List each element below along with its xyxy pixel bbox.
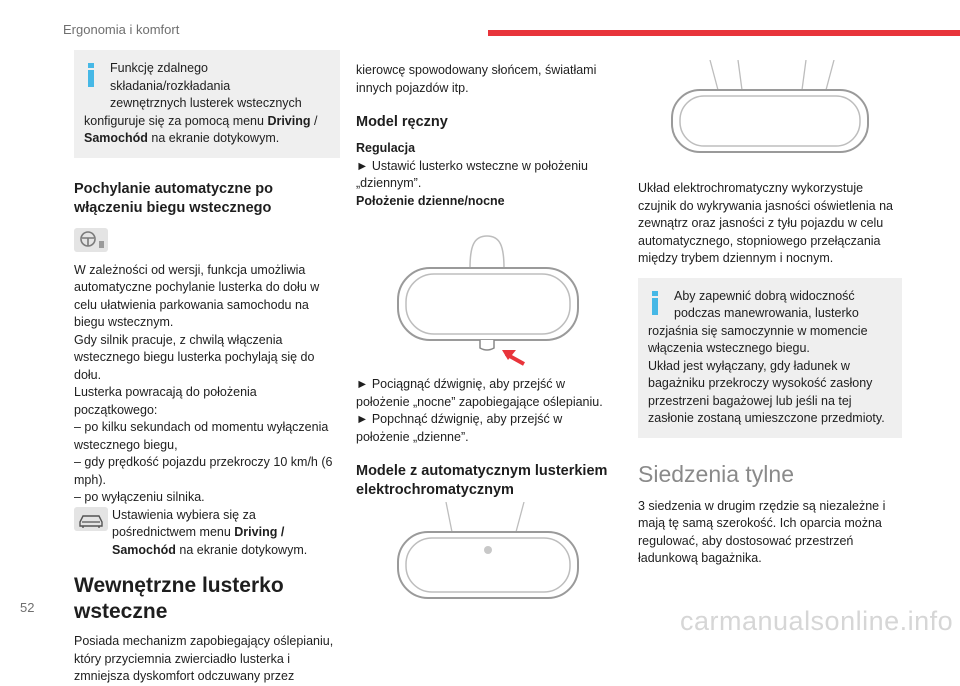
- info-line-1: Funkcję zdalnego składania/rozkładania: [110, 61, 231, 93]
- regulacja-item: ► Ustawić lusterko wsteczne w położeniu „dziennym”.: [356, 158, 588, 190]
- tilt-paragraph-3: Lusterka powracają do położenia początkowego:: [74, 385, 257, 417]
- tilt-list-item-3: – po wyłączeniu silnika.: [74, 490, 205, 504]
- heading-auto-mirror: Modele z automatycznym lusterkiem elektrochromatycznym: [356, 463, 608, 498]
- info-bold-samochod: Samochód: [84, 131, 148, 145]
- info-icon: [87, 63, 95, 87]
- info-text-a: konfiguruje się za pomocą menu: [84, 113, 268, 128]
- settings-note: [74, 507, 340, 560]
- column-3: [638, 50, 902, 568]
- info2-line-2: podczas manewrowania, lusterko: [674, 306, 859, 320]
- auto-mirror-illustration-top: [638, 60, 902, 160]
- column-2: [356, 50, 618, 602]
- info-icon: [651, 291, 659, 315]
- subheading-regulacja: Regulacja: [356, 141, 416, 155]
- column-1: [74, 50, 340, 686]
- heading-manual-model: Model ręczny: [356, 114, 448, 130]
- info-text-b: /: [310, 113, 318, 128]
- info2-line-1: Aby zapewnić dobrą widoczność: [674, 288, 855, 303]
- settings-menu-bold: Driving / Samochód: [112, 525, 285, 557]
- info2-text-2: Układ jest wyłączany, gdy ładunek w bagażniku przekroczy wysokość zasłony przestrzeni bagażowej lub jeśli na tej zasłonie zostaną umieszczone przedmioty.: [648, 358, 885, 425]
- heading-interior-mirror: Wewnętrzne lusterko wsteczne: [74, 574, 284, 623]
- electro-paragraph: Układ elektrochromatyczny wykorzystuje czujnik do wykrywania jasności oświetlenia na zewnątrz oraz jasności z tyłu pojazdu w celu automatycznego, stopniowego przełączania między trybem dziennym i nocnym.: [638, 181, 893, 265]
- settings-text: [112, 507, 340, 560]
- subheading-position: Położenie dzienne/nocne: [356, 193, 505, 208]
- rear-seats-paragraph: 3 siedzenia w drugim rzędzie są niezależne i mają tę samą szerokość. Ich oparcia można regulować, aby dostosować przestrzeń ładunkową bagażnika.: [638, 498, 886, 565]
- night-item: ► Pociągnąć dźwignię, aby przejść w położenie „nocne” zapobiegające oślepianiu.: [356, 377, 603, 409]
- page-number: 52: [20, 600, 35, 615]
- watermark: carmanualsonline.info: [680, 606, 954, 636]
- info-line-2: zewnętrznych lusterek wstecznych: [110, 96, 302, 110]
- info2-text: rozjaśnia się samoczynnie w momencie włączenia wstecznego biegu.: [648, 323, 868, 355]
- manual-mirror-illustration: [356, 216, 618, 366]
- tilt-list-item-1: – po kilku sekundach od momentu wyłączenia wstecznego biegu,: [74, 420, 329, 452]
- continued-paragraph: kierowcę spowodowany słońcem, światłami innych pojazdów itp.: [356, 63, 597, 95]
- header-title: Ergonomia i komfort: [63, 22, 180, 37]
- day-item: ► Popchnąć dźwignię, aby przejść w położenie „dzienne”.: [356, 412, 563, 444]
- settings-text-b: na ekranie dotykowym.: [175, 542, 308, 557]
- tilt-list-item-2: – gdy prędkość pojazdu przekroczy 10 km/h (6 mph).: [74, 455, 333, 487]
- info-bold-driving: Driving: [267, 113, 311, 128]
- heading-rear-seats: Siedzenia tylne: [638, 460, 794, 487]
- settings-text-a: Ustawienia wybiera się za pośrednictwem menu: [112, 507, 256, 539]
- info-box-folding: [74, 50, 340, 158]
- auto-mirror-illustration-bottom: [356, 502, 618, 602]
- car-settings-icon: [74, 507, 108, 531]
- heading-tilt: Pochylanie automatyczne po włączeniu biegu wstecznego: [74, 180, 274, 216]
- info-text-c: na ekranie dotykowym.: [147, 131, 280, 145]
- mirror-paragraph: Posiada mechanizm zapobiegający oślepianiu, który przyciemnia zwierciadło lusterka i zmniejsza dyskomfort odczuwany przez: [74, 634, 334, 683]
- header-accent-bar: [488, 30, 960, 36]
- tilt-paragraph-2: Gdy silnik pracuje, z chwilą włączenia wstecznego biegu lusterka pochylają się do dołu.: [74, 332, 315, 382]
- mirror-tilt-icon: [74, 228, 108, 252]
- tilt-paragraph: W zależności od wersji, funkcja umożliwia automatyczne pochylanie lusterka do dołu w celu ułatwienia parkowania samochodu na biegu wstecznym.: [74, 262, 320, 329]
- info-box-reverse: [638, 278, 902, 438]
